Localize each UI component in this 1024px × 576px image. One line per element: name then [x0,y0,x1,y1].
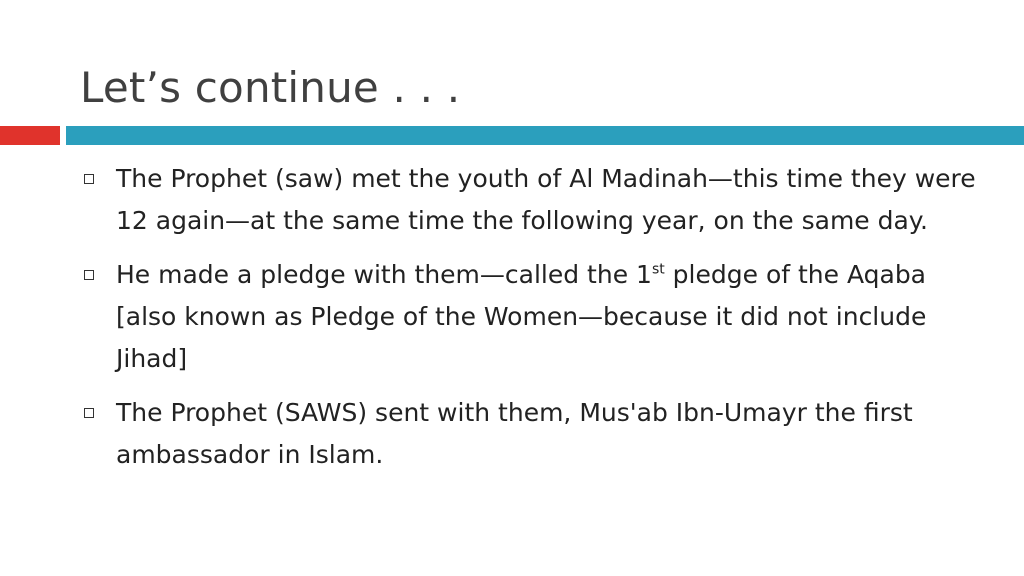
hollow-square-bullet-icon [84,174,94,184]
bullet-text-end: pledge of the Aqaba [also known as Pledge of the Women—because it did not include Jihad] [116,260,927,373]
hollow-square-bullet-icon [84,408,94,418]
accent-bar-teal [66,126,1024,145]
ordinal-superscript: st [651,261,665,278]
accent-bar-red [0,126,60,145]
hollow-square-bullet-icon [84,270,94,280]
bullet-text-start: He made a pledge with them—called the 1 [116,260,652,289]
bullet-text: The Prophet (saw) met the youth of Al Madinah—this time they were 12 again—at the same time the following year, on the same day. [116,164,976,235]
bullet-text [116,254,980,380]
bullet-text: The Prophet (SAWS) sent with them, Mus'ab Ibn-Umayr the first ambassador in Islam. [116,398,913,469]
bullet-item [80,158,980,242]
bullet-list [80,158,980,488]
bullet-item [80,392,980,476]
bullet-item [80,254,980,380]
slide-title: Let’s continue . . . [80,63,461,112]
